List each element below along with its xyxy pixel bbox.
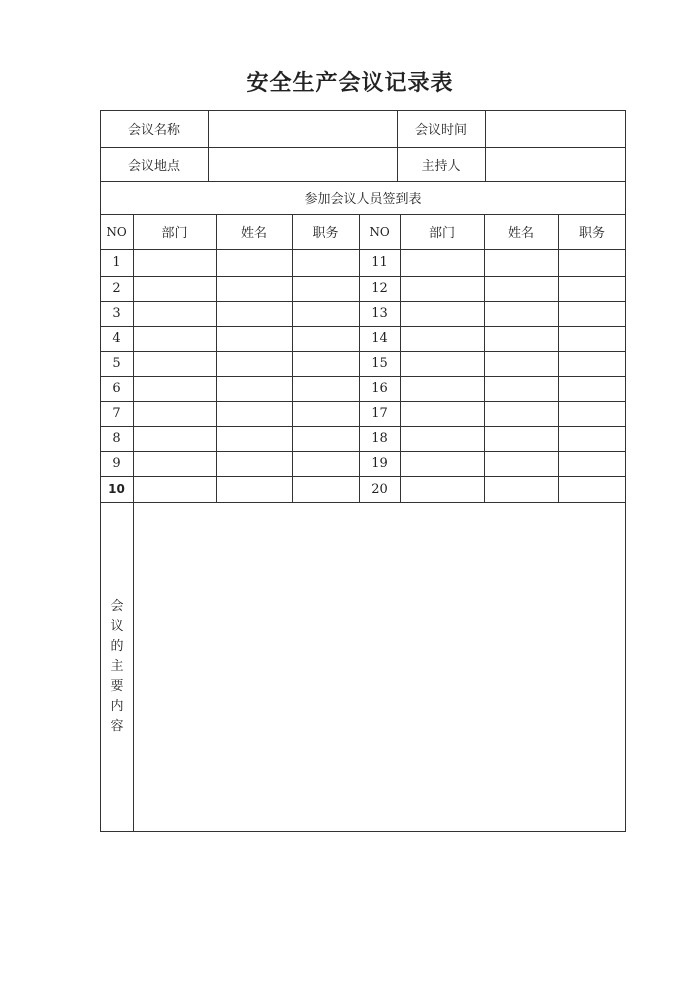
col-header-name: 姓名 (507, 226, 534, 241)
col-header-no: NO (106, 224, 127, 239)
label-char: 的 (110, 639, 124, 654)
row-number: 1 (112, 255, 121, 270)
meeting-place-label: 会议地点 (127, 158, 180, 174)
row-number: 3 (112, 306, 121, 321)
row-number: 2 (112, 281, 121, 296)
page-title: 安全生产会议记录表 (246, 71, 454, 96)
row-number: 12 (371, 281, 388, 296)
row-number: 9 (112, 456, 121, 471)
row-number: 7 (112, 406, 121, 421)
meeting-content-field[interactable] (134, 503, 625, 831)
col-header-dept: 部门 (161, 226, 188, 241)
label-char: 要 (110, 679, 124, 694)
meeting-name-label: 会议名称 (127, 123, 180, 138)
label-char: 会 (110, 599, 124, 614)
row-number: 18 (371, 431, 388, 446)
col-header-name: 姓名 (240, 226, 267, 241)
row-number: 6 (112, 381, 121, 396)
row-number: 15 (371, 356, 388, 371)
row-number: 5 (112, 356, 121, 371)
row-number: 4 (112, 331, 121, 346)
label-char: 内 (110, 699, 124, 714)
row-number: 14 (371, 331, 388, 346)
signin-title: 参加会议人员签到表 (304, 192, 422, 207)
label-char: 容 (110, 719, 124, 734)
divider (216, 214, 217, 502)
divider (400, 214, 401, 502)
divider (484, 214, 485, 502)
divider (133, 214, 134, 502)
meeting-time-field[interactable] (485, 110, 626, 147)
row-number: 10 (108, 482, 125, 496)
col-header-position: 职务 (578, 226, 605, 241)
col-header-dept: 部门 (428, 226, 455, 241)
meeting-time-label: 会议时间 (414, 123, 467, 138)
row-number: 16 (371, 381, 388, 396)
row-number: 20 (371, 481, 388, 497)
row-number: 13 (371, 306, 388, 321)
col-header-position: 职务 (312, 226, 339, 241)
row-number: 8 (112, 431, 121, 446)
meeting-place-field[interactable] (208, 147, 397, 181)
host-label: 主持人 (421, 158, 461, 174)
meeting-name-field[interactable] (208, 110, 397, 147)
meeting-content-label (100, 502, 134, 832)
divider (292, 214, 293, 502)
divider (558, 214, 559, 502)
label-char: 主 (110, 659, 124, 674)
col-header-no: NO (369, 224, 390, 239)
row-number: 19 (371, 456, 388, 471)
label-char: 议 (110, 619, 124, 634)
row-number: 17 (371, 406, 388, 421)
host-field[interactable] (485, 147, 626, 181)
row-number: 11 (371, 255, 388, 270)
